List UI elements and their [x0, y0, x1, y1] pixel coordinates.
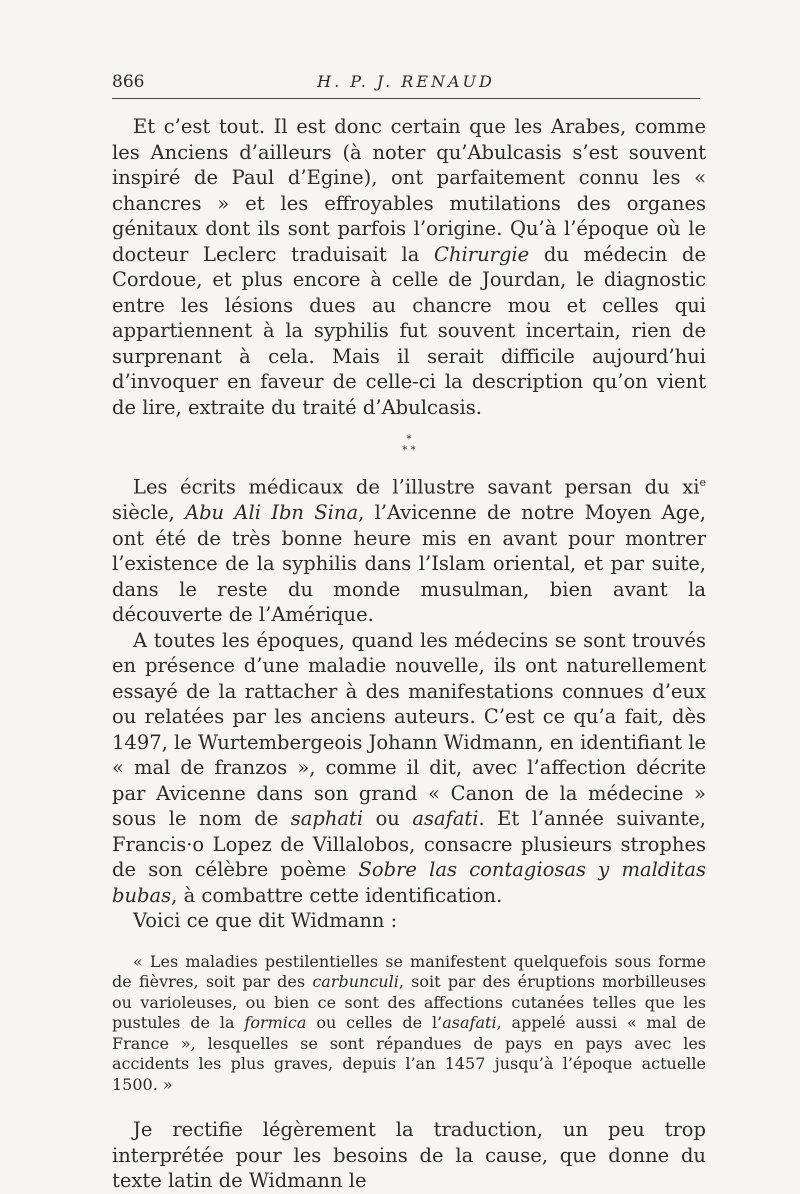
text-run: , soit par des éruptions morbilleuses ou varioleuses, ou bien ce sont des affections cutanées telles que les pustules de la — [112, 972, 706, 1032]
text-run: , l’Avicenne de notre Moyen Age, ont été de très bonne heure mis en avant pour montrer l’existence de la syphilis dans l’Islam oriental, et par suite, dans le reste du monde musulman, bien avant la découverte de l’Amérique. — [112, 501, 706, 626]
italic-run: saphati — [290, 807, 364, 830]
separator-star-top: * — [406, 434, 412, 445]
italic-run: asafati — [412, 807, 479, 830]
text-run: Et c’est tout. Il est donc certain que les Arabes, comme les Anciens d’ailleurs (à noter qu’Abulcasis s’est souvent inspiré de Paul d’Egine), ont parfaitement connu les « chancres » et les effroyables mutilations des organes génitaux dont ils sont parfois l’origine. Qu’à l’époque où le docteur Leclerc traduisait la — [112, 115, 706, 266]
paragraph-1 — [112, 114, 706, 420]
text-run: ou — [363, 807, 413, 830]
block-quote — [112, 952, 706, 1096]
body-text — [112, 114, 706, 1194]
text-run: du médecin de Cordoue, et plus encore à celle de Jourdan, le diagnostic entre les lésions dues au chancre mou et celles qui appartiennent à la syphilis fut souvent incertain, rien de surprenant à cela. Mais il serait difficile aujourd’hui d’invoquer en faveur de celle-ci la description qu’on vient de lire, extraite du traité d’Abulcasis. — [112, 242, 706, 419]
paragraph-3 — [112, 628, 706, 909]
page-header — [112, 72, 700, 99]
text-run: Voici ce que dit Widmann : — [133, 909, 398, 932]
century-numeral: xi — [682, 475, 700, 499]
century-superscript: e — [699, 476, 706, 489]
italic-run: Chirurgie — [434, 242, 530, 266]
italic-run: Sobre las contagiosas y malditas bubas — [112, 858, 706, 907]
italic-run: formica — [244, 1013, 307, 1032]
text-run: , appelé aussi « mal de France », lesquelles se sont répandues de pays en pays avec les accidents les plus graves, depuis l’an 1457 jusqu’à l’époque actuelle 1500. » — [112, 1013, 707, 1094]
text-run: Les écrits médicaux de l’illustre savant persan du — [133, 475, 683, 499]
text-run: , à combattre cette identification. — [171, 883, 503, 907]
text-run: Je rectifie légèrement la traduction, un peu trop interprétée pour les besoins de la cause, que donne du texte latin de Widmann le — [112, 1118, 706, 1192]
page-number: 866 — [112, 72, 145, 92]
text-run: ou celles de l’ — [306, 1013, 443, 1032]
paragraph-4 — [112, 908, 706, 934]
text-run: . Et l’année suivante, Francis·o Lopez de Villalobos, consacre plusieurs strophes de son célèbre poème — [112, 807, 706, 881]
italic-run: Abu Ali Ibn Sina — [184, 501, 359, 524]
separator-stars-bottom: * * — [402, 445, 416, 456]
paragraph-5 — [112, 1117, 706, 1194]
italic-run: asafati — [442, 1013, 497, 1032]
paragraph-2 — [112, 470, 706, 628]
italic-run: carbunculi — [312, 972, 399, 991]
running-head: H. P. J. RENAUD — [317, 72, 495, 91]
text-run: siècle, — [112, 501, 185, 524]
section-separator — [112, 434, 706, 456]
text-run: A toutes les époques, quand les médecins se sont trouvés en présence d’une maladie nouvelle, ils ont naturellement essayé de la rattacher à des manifestations connues d’eux ou relatées par les anciens auteurs. C’est ce qu’a fait, dès 1497, le Wurtembergeois Johann Widmann, en identifiant le « mal de franzos », comme il dit, avec l’affection décrite par Avicenne dans son grand « Canon de la médecine » sous le nom de — [112, 628, 706, 830]
text-run: « Les maladies pestilentielles se manifestent quelquefois sous forme de fièvres, soit par des — [112, 951, 706, 991]
